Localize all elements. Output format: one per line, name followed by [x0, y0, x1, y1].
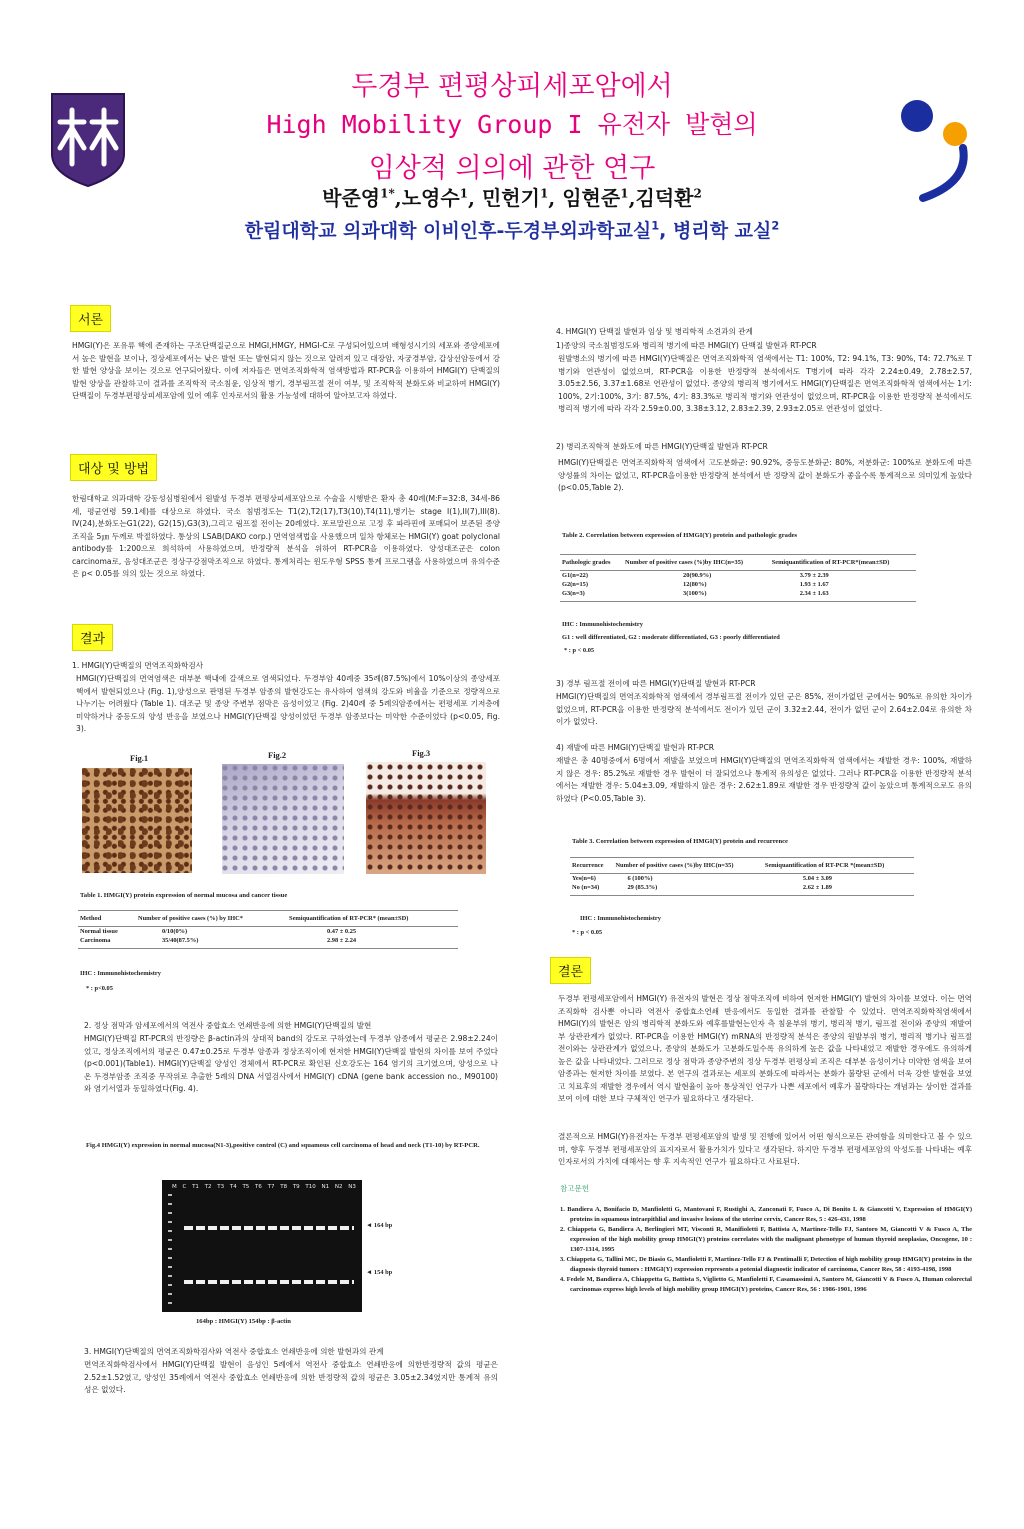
table-cell: No (n=34) — [570, 883, 613, 896]
results-subheading-4-4: 4) 재발에 따른 HMGI(Y)단백질 발현과 RT-PCR — [556, 743, 715, 752]
table-cell: 5.04 ± 3.09 — [802, 875, 832, 882]
section-heading-conclusion: 결론 — [550, 957, 591, 984]
poster-title-line3: 임상적 의의에 관한 연구 — [368, 153, 656, 184]
table2-header-rtpcr: Semiquantification of RT-PCR*(mean±SD) — [770, 555, 916, 571]
results-text-4-4: 재발은 총 40명중에서 6명에서 재발을 보였으며 HMGI(Y)단백질의 면역조직화학적 염색에서는 재발한 경우: 100%, 재발하지 않은 경우: 85.2%로 재발한 경우 발현이 더 잘되었으나 통계적 유의성은 없었다. 그러나 RT-PCR을 이용한 반정량적 분석에서는 재발한 경우: 5.04±3.09, 재발하지 않은 경우: 2.62±1.89로 재발한 경우 반정량적 값이 높았으며 통계적으로도 유의하였다 (P<0.05,Table 3). — [556, 756, 972, 803]
table2-note-p: * : p < 0.05 — [564, 647, 595, 654]
table-row — [560, 589, 916, 602]
results-text-4-3: HMGI(Y)단백질의 면역조직화학적 염색에서 경부림프절 전이가 있던 군은 85%, 전이가없던 군에서는 90%로 유의한 차이가 없었으며, RT-PCR을 이용한 반정량적 분석에서도 전이가 있던 군이 3.32±2.44, 전이가 없던 군이 2.64±2.04로 유의한 차이가 없었다. — [556, 692, 972, 726]
gel-lane-label: T3 — [217, 1184, 225, 1190]
author-name: 민헌기 — [481, 186, 540, 210]
table-cell: 20(90.9%) — [683, 572, 712, 579]
results-subheading-4-2: 2) 병리조직학적 분화도에 따른 HMGI(Y)단백질 발현과 RT-PCR — [556, 442, 768, 451]
table-cell: Carcinoma — [78, 936, 136, 949]
table-row — [78, 927, 458, 937]
gel-lane-labels — [172, 1184, 356, 1190]
table-cell: 6 (100%) — [627, 875, 653, 882]
table1-header-rtpcr: Semiquantification of RT-PCR* (mean±SD) — [287, 911, 458, 927]
results-subheading-4-1: 1)종양의 국소침범정도와 병리적 병기에 따른 HMGI(Y) 단백질 발현과 RT-PCR — [556, 341, 817, 350]
results-text-4-1: 원발병소의 병기에 따른 HMGI(Y)단백질은 면역조직화학적 염색에서는 T1: 100%, T2: 94.1%, T3: 90%, T4: 72.7%로 T병기와 연관성이 없었으며, RT-PCR을 이용한 반정량적 분석에서도 T병기에 따라 각각 2.24±0.49, 2.78±2.57, 3.05±2.56, 3.37±1.68로 연관성이 없었다. 종양의 병리적 병기에서도 HMGI(Y)단백질은 면역조직화학적 염색에서는 1기: 100%, 2기:100%, 3기: 87.5%, 4기: 83.3%로 병리적 병기와 연관성이 없었으며, RT-PCR을 이용한 반정량적 분석에서도 병리적 병기에 따라 각각 2.59±0.00, 3.38±3.12, 2.83±2.39, 2.93±2.05로 연관성이 없었다. — [558, 354, 972, 413]
table1-header-method: Method — [78, 911, 136, 927]
table-cell: 0/10(0%) — [161, 928, 188, 935]
table-cell: 0.47 ± 0.25 — [327, 928, 357, 935]
author-affiliation-mark: 1 — [620, 186, 629, 201]
table1-note-p: * : p<0.05 — [86, 985, 113, 992]
table-row — [78, 936, 458, 949]
poster-title-line1: 두경부 편평상피세포암에서 — [351, 71, 673, 102]
table-cell: 3.79 ± 2.39 — [799, 572, 829, 579]
author-affiliation-mark: 1* — [380, 186, 395, 201]
table-cell: G1(n=22) — [562, 572, 589, 579]
gel-lane-label: T6 — [255, 1184, 262, 1190]
gel-lane-label: T4 — [229, 1184, 237, 1190]
table2-note-ihc: IHC : Immunohistochemistry — [562, 621, 643, 628]
author-separator: , — [468, 186, 482, 210]
gel-lane-label: T8 — [280, 1184, 288, 1190]
table2-header-ihc: Number of positive cases (%)by IHC(n=35) — [623, 555, 770, 571]
reference-item: 4. Fedele M, Bandiera A, Chiappetta G, Battista S, Viglietto G, Manfioletti F, Casamassimi A, Santoro M, Giancotti V & Fusco A, Human colorectal carcinomas express high levels of high mobility group HMGI(Y) proteins, Cancer Res, 56 : 1986-1901, 1996 — [560, 1276, 972, 1293]
gel-caption: 164bp : HMGI(Y) 154bp : β-actin — [196, 1318, 291, 1325]
reference-item: 3. Chiappeta G, Tallini MC, De Biasio G, Manfioletti F, Martinez-Tello FJ & Pentimalli F, Detection of high mobility group HMGI(Y) proteins in the diagnosis thyroid tumors : HMGI(Y) expression represents a potenial diagnostic indicator of carcinoma, Cancer Res, 58 : 4193-4198, 1998 — [560, 1256, 972, 1273]
results-text-2: HMGI(Y)단백질 RT-PCR의 반정량은 β-actin과의 상대적 band의 강도로 구하였는데 두경부 암종에서 평균은 2.98±2.24이었고, 정상조직에서의 평균은 0.47±0.25로 두경부 암종과 정상조직이에 현저한 HMGI(Y)단백질 발현의 차이를 보여 주었다 (p<0.001)(Table1). HMGI(Y)단백질 양성인 경체에서 RT-PCR로 확인된 신호강도는 164 염기의 크기였으며, 양성으로 나온 두경부암종 조직중 무작위로 추출한 5례의 DNA 서열검사에서 HMGI(Y) cDNA (gene bank accession no., M90100)와 염기서열과 동일하였다(Fig. 4). — [84, 1034, 498, 1093]
table2-note-grades: G1 : well differentiated, G2 : moderate differentiated, G3 : poorly differentiated — [562, 634, 780, 641]
table2-title: Table 2. Correlation between expression of HMGI(Y) protein and pathologic grades — [562, 532, 798, 539]
gel-lane-label: T9 — [292, 1184, 300, 1190]
references-list — [558, 1205, 972, 1295]
table2 — [560, 554, 916, 602]
fig4-caption: Fig.4 HMGI(Y) expression in normal mucosa(N1-3),positive control (C) and squamous cell carcinoma of head and neck (T1-10) by RT-PCR. — [86, 1142, 480, 1149]
table-cell: 29 (85.3%) — [613, 883, 762, 896]
section-heading-methods: 대상 및 방법 — [70, 454, 157, 481]
table-cell: G3(n=3) — [560, 589, 623, 602]
table-cell: 2.34 ± 1.63 — [770, 589, 916, 602]
gel-lane-label: C — [182, 1184, 187, 1190]
table-row — [560, 571, 916, 581]
gel-lane-label: T5 — [242, 1184, 250, 1190]
gel-marker-154bp: ◄ 154 bp — [366, 1269, 393, 1276]
affiliation-dept: , 병리학 교실 — [659, 220, 772, 242]
reference-item: 1. Bandiera A, Bonifacio D, Manfioletti G, Mantovani F, Rustighi A, Zanconati F, Fusco A, Di Bonito L & Giancotti V, Expression of HMGI(Y) proteins in squamous intraepithlial and invasive lesions of the uterine cervix, Cancer Res, 5 : 426-431, 1998 — [560, 1206, 972, 1223]
table-cell: 1.93 ± 1.67 — [799, 581, 829, 588]
fig3-histology-image — [366, 762, 486, 874]
affiliation-mark: 2 — [771, 218, 780, 233]
author-affiliation-mark: 1 — [539, 186, 549, 201]
conclusion-text-1: 두경부 편평세포암에서 HMGI(Y) 유전자의 발현은 정상 점막조직에 비하여 현저한 HMGI(Y) 발현의 차이를 보였다. 이는 면역조직화학 검사뿐 아니라 역전사 중합효소연쇄 반응에서도 동일한 결과를 관찰할 수 있었다. 면역조직화학적염색에서 HMGI(Y)의 발현은 암의 병리학적 분화도와 예후를발현는인자 측 침윤부위 병기, 병리적 병기, 림프절 전이와 종양의 재발여부 상관관계가 없었다. RT-PCR을 이용한 HMGI(Y) mRNA의 반정량적 분석은 종양의 원발부위 병기, 병리적 병기나 림프절 전이와는 상관관계가 없었으나, 종양의 분화도가 고분화도일수록 유의하게 높은 값을 나타내었고 재발한 경우에도 유의하게 높은 값을 나타내었다. 그러므로 정상 점막과 종양주변의 정상 두경부 편평상피 조직은 대부분 음성이거나 미약한 염색을 보여 암종과는 현저한 차이를 보였다. 본 연구의 결과로는 세포의 분화도에 따라서는 분화가 불량된 군에서 더욱 강한 발현을 보였고 치료후의 재발한 경우에서 역시 발현율이 높아 통상적인 연구가 나쁜 세포에서 예후가 불량하다는 개념과는 상이한 결과를 보여 이에 대한 보다 구체적인 연구가 필요하다고 생각된다. — [558, 994, 973, 1103]
fig1-histology-image — [82, 768, 192, 873]
table3-title: Table 3. Correlation between expression of HMGI(Y) protein and recurrence — [572, 838, 788, 845]
table3-note-p: * : p < 0.05 — [572, 929, 603, 936]
gel-lane-label: N3 — [348, 1184, 356, 1190]
author-list — [0, 182, 1024, 211]
gel-lane-label: N2 — [334, 1184, 343, 1190]
author-affiliation-mark: 1 — [459, 186, 469, 201]
table-row — [570, 883, 914, 896]
table-cell: G2(n=15) — [562, 581, 589, 588]
intro-text: HMGI(Y)은 포유류 핵에 존재하는 구조단백질군으로 HMGI,HMGY, HMGI-C로 구성되어있으며 배형성시기의 세포와 종양세포에서 높은 발현을 보이나, 정상세포에서는 낮은 발현 또는 발현되지 않는 것으로 알려져 있고 대장암, 자궁경부암, 갑상선암등에서 강한 발현 양상을 보이는 것으로 연구되어왔다. 이에 저자들은 면역조직화학적 염색방법과 RT-PCR을 이용하여 HMGI(Y) 단백질의 발현 양상을 관찰하고이 결과를 조직학적 국소침윤, 임상적 병기, 경부림프절 전이 여부, 및 조직학적 분화도와 비교하여 HMGI(Y)단백질이 두경부편평상피세포암에 있어 예후 인자로서의 활용 가능성에 대하여 알아보고자 하였다. — [72, 341, 500, 400]
results-subheading-4-3: 3) 경부 림프절 전이에 따른 HMGI(Y)단백질 발현과 RT-PCR — [556, 679, 756, 688]
table-cell: 3(100%) — [623, 589, 770, 602]
affiliation — [0, 216, 1024, 243]
gel-bands-actin — [184, 1280, 354, 1284]
table-cell: 35/40(87.5%) — [136, 936, 287, 949]
table1-title: Table 1. HMGI(Y) protein expression of normal mucosa and cancer tissue — [80, 892, 288, 899]
table-row — [570, 874, 914, 884]
results-subheading-1: 1. HMGI(Y)단백질의 면역조직화학검사 — [72, 661, 204, 670]
gel-lane-label: T1 — [192, 1184, 199, 1190]
affiliation-dept: 한림대학교 의과대학 이비인후-두경부외과학교실 — [244, 220, 652, 242]
table3 — [570, 857, 914, 896]
section-heading-results: 결과 — [72, 624, 113, 651]
results-subheading-3: 3. HMGI(Y)단백질의 면역조직화학검사와 역전사 중합효소 연쇄반응에 의한 발현과의 관계 — [84, 1347, 384, 1356]
gel-lane-label: N1 — [321, 1184, 330, 1190]
table-cell: 2.98 ± 2.24 — [287, 936, 458, 949]
gel-marker-164bp: ◄ 164 bp — [366, 1222, 393, 1229]
table1-note-ihc: IHC : Immunohistochemistry — [80, 970, 161, 977]
fig2-histology-image — [222, 764, 344, 874]
section-heading-intro: 서론 — [70, 305, 111, 332]
fig1-label: Fig.1 — [130, 753, 149, 763]
results-subheading-4: 4. HMGI(Y) 단백질 발현과 임상 및 병리학적 소견과의 관계 — [556, 327, 753, 336]
table3-header-rtpcr: Semiquantification of RT-PCR *(mean±SD) — [763, 858, 914, 874]
poster-title-line2: High Mobility Group I 유전자 발현의 — [266, 110, 758, 139]
table-cell: Yes(n=6) — [572, 875, 596, 882]
gel-electrophoresis-image — [162, 1180, 362, 1312]
conclusion-text-2: 결론적으로 HMGI(Y)유전자는 두경부 편평세포암의 발생 및 진행에 있어서 어떤 형식으로든 관여함을 의미한다고 볼 수 있으며, 향후 두경부 편평세포암의 표지자로서 활용가치가 있다고 생각된다. 하지만 두경부 편평세포암의 악성도를 나타내는 예후인자로서의 가치에 대해서는 향 후 지속적인 연구가 필요하다고 사료된다. — [558, 1132, 972, 1166]
table3-header-ihc: Number of positive cases (%)by IHC(n=35) — [613, 858, 762, 874]
table-cell: 12(80%) — [683, 581, 707, 588]
fig3-label: Fig.3 — [412, 748, 431, 758]
results-text-4-2: HMGI(Y)단백질은 면역조직화학적 염색에서 고도분화군: 90.92%, 중등도분화군: 80%, 저분화군: 100%로 분화도에 따른 양성률의 차이는 없었고, RT-PCR을이용한 반정량적 분석에서 반 정량적 값이 분화도가 좋을수록 통계적으로 의미있게 높았다 (p<0.05,Table 2). — [558, 458, 972, 492]
references-heading: 참고문헌 — [560, 1184, 589, 1193]
results-text-3: 면역조직화학검사에서 HMGI(Y)단백질 발현이 음성인 5례에서 역전사 중합효소 연쇄반응에 의한반정량적 값의 평균은 2.52±1.52였고, 양성인 35례에서 역전사 중합효소 연쇄반응에 의한 반정량적 값의 평균은 3.05±2.34였지만 통계적 유의성은 없었다. — [84, 1360, 498, 1394]
results-subheading-2: 2. 정상 점막과 암세포에서의 역전사 중합효소 연쇄반응에 의한 HMGI(Y)단백질의 발현 — [84, 1021, 372, 1030]
table1-header-ihc: Number of positive cases (%) by IHC* — [136, 911, 287, 927]
author-name: 김덕환 — [635, 186, 694, 210]
methods-text: 한림대학교 의과대학 강동성심병원에서 원발성 두경부 편평상피세포암으로 수술을 시행받은 환자 총 40례(M:F=32:8, 34세-86세, 평균연령 59.1세)를 대상으로 하였다. 국소 침범정도는 T1(2),T2(17),T3(10),T4(11),병기는 stage I(1),II(7),III(8). IV(24),분화도는G1(22), G2(15),G3(3),그리고 림프절 전이는 20례였다. 포르말린으로 고정 후 파라핀에 포매되어 보존된 종양 조직을 5㎛ 두께로 박절하였다. 통상의 LSAB(DAKO corp.) 면역염색법을 사용했으며 일차 항체로는 HMGI(Y) goat polyclonal antibody를 1:200으로 희석하여 사용하였으며, 반정량적 분석을 위하여 RT-PCR을 이용하였다. 양성대조군은 colon carcinoma로, 음성대조군은 정상구강점막조직으로 하였다. 통계처리는 윈도우형 SPSS 통계 프로그램을 사용하였으며 유의수준은 p< 0.05를 의의 있는 것으로 하였다. — [72, 494, 500, 578]
table3-header-recurrence: Recurrence — [570, 858, 613, 874]
gel-lane-label: T7 — [267, 1184, 275, 1190]
author-separator: , — [628, 186, 636, 210]
author-name: 박준영 — [322, 186, 381, 210]
author-name: 임현준 — [562, 186, 621, 210]
author-separator: , — [548, 186, 563, 210]
gel-lane-label: T10 — [305, 1184, 316, 1190]
affiliation-mark: 1 — [651, 218, 660, 233]
reference-item: 2. Chiappeta G, Bandiera A, Berlingieri MT, Visconti R, Manifioletti F, Battista A, Martinez-Tello FJ, Santoro M, Giancotti V & Fusco A, The expression of the high mobility group HMGI(Y) proteins correlates with the malignant phenotype of human thyroid neoplasias, Oncogene, 10 : 1307-1314, 1995 — [560, 1226, 972, 1253]
table-row — [560, 580, 916, 589]
gel-ladder — [168, 1194, 172, 1306]
table-cell: Normal tissue — [80, 928, 118, 935]
gel-lane-label: T2 — [204, 1184, 212, 1190]
gel-bands-hmgi — [184, 1226, 354, 1230]
table3-note-ihc: IHC : Immunohistochemistry — [580, 915, 661, 922]
table1 — [78, 910, 458, 949]
results-text-1: HMGI(Y)단백질의 면역염색은 대부분 핵내에 갈색으로 염색되었다. 두경부암 40례중 35례(87.5%)에서 10%이상의 종양세포 핵에서 발현되었으나 (Fig. 1),양성으로 판명된 두경부 암종의 발현강도는 유사하여 염색의 강도와 비율을 기준으로 정량적으로 나누기는 어려웠다 (Table 1). 대조군 및 종양 주변부 점막은 음성이었고 (Fig. 2)40례 중 5례의암종에서는 편평세포 기저층에 미약하거나 중등도의 양성 반응을 보였으나 HMGI(Y)단백질 양성이었던 두경부 암종보다는 미약한 수준이었다 (p<0.05, Fig. 3). — [76, 674, 500, 733]
author-separator: , — [394, 186, 402, 210]
gel-lane-label: M — [172, 1184, 177, 1190]
fig2-label: Fig.2 — [268, 750, 287, 760]
author-name: 노영수 — [401, 186, 460, 210]
table2-header-grade: Pathologic grades — [560, 555, 623, 571]
author-affiliation-mark: 2 — [693, 186, 702, 201]
table-cell: 2.62 ± 1.89 — [763, 883, 914, 896]
